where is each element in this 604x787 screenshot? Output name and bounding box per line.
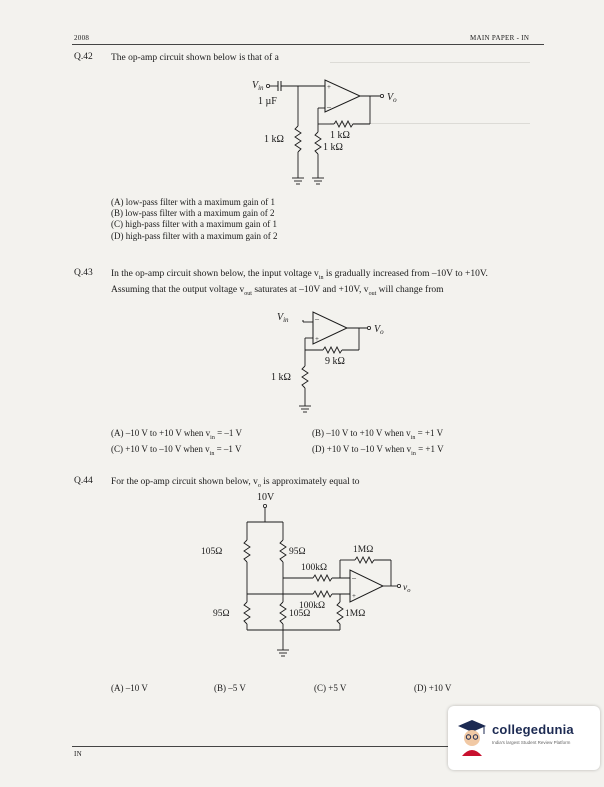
q44-r-bot-right [337, 602, 343, 624]
q43-vin-label: $V_{in}$ [277, 312, 289, 324]
q44-r-top-left-label: 105Ω [201, 547, 223, 557]
svg-text:–: – [315, 314, 319, 323]
watermark-logo [448, 706, 600, 770]
q42-cap-label: 1 µF [258, 96, 277, 107]
q42-option-b[interactable]: (B) low-pass filter with a maximum gain of 2 [111, 208, 275, 219]
svg-text:+: + [327, 83, 331, 91]
q43-r-feedback-label: 9 kΩ [325, 356, 345, 367]
q44-r-bot-left [244, 602, 250, 624]
q43-options-left [111, 428, 242, 460]
q42-text: The op-amp circuit shown below is that of a [111, 53, 279, 63]
watermark-tagline: India's largest Student Review Platform [492, 740, 571, 745]
q44-r-mid-upper [313, 575, 332, 581]
svg-text:+: + [315, 335, 319, 343]
q42-r-ground-label: 1 kΩ [264, 134, 284, 145]
q44-r-bot-mid-label: 105Ω [289, 609, 311, 619]
q42-r-feedback [334, 121, 353, 127]
footer-code: IN [74, 750, 82, 758]
q44-supply-label: 10V [257, 492, 275, 503]
q43-r-feedback [323, 347, 342, 353]
q42-options [111, 197, 277, 242]
q42-r-ground [295, 126, 301, 152]
q43-output-terminal [367, 326, 370, 329]
svg-text:+: + [352, 592, 356, 600]
q42-vout-label: $V_o$ [387, 92, 397, 104]
q42-option-d[interactable]: (D) high-pass filter with a maximum gain of 2 [111, 230, 278, 241]
svg-text:–: – [352, 573, 356, 582]
svg-text:–: – [327, 102, 331, 111]
q42-r-feedback-label: 1 kΩ [330, 130, 350, 141]
q44-option-b[interactable]: (B) –5 V [214, 683, 246, 693]
q43-r-ground [302, 366, 308, 388]
q43-vout-label: $V_o$ [374, 324, 384, 336]
q44-r-top-right-label: 1MΩ [353, 545, 374, 555]
q44-r-top-mid [280, 540, 286, 562]
q43-option-a[interactable]: (A) –10 V to +10 V when $v_{in} = -1$ V [111, 428, 243, 441]
q43-circuit-diagram [265, 308, 405, 420]
q44-r-top-mid-label: 95Ω [289, 547, 306, 557]
q44-option-c[interactable]: (C) +5 V [314, 683, 347, 693]
header-paper: MAIN PAPER - IN [470, 34, 530, 42]
student-mascot-icon [456, 718, 488, 758]
q42-option-a[interactable]: (A) low-pass filter with a maximum gain of 1 [111, 197, 275, 207]
q44-output-terminal [397, 584, 400, 587]
q44-r-bot-mid [280, 602, 286, 624]
q44-option-a[interactable]: (A) –10 V [111, 683, 148, 693]
q42-option-c[interactable]: (C) high-pass filter with a maximum gain of 1 [111, 219, 277, 230]
q43-number: Q.43 [74, 268, 93, 278]
q44-r-mid-lower [313, 591, 332, 597]
q42-number: Q.42 [74, 52, 93, 62]
q44-r-bot-left-label: 95Ω [213, 609, 230, 619]
q44-r-top-left [244, 540, 250, 562]
q44-vout-label: $v_o$ [403, 583, 411, 594]
q44-r-top-right [355, 557, 374, 563]
q43-option-d[interactable]: (D) +10 V to –10 V when $v_{in} = +1$ V [312, 444, 444, 457]
q43-r-ground-label: 1 kΩ [271, 372, 291, 383]
q44-r-mid-upper-label: 100kΩ [301, 563, 328, 573]
q44-option-d[interactable]: (D) +10 V [414, 683, 452, 693]
header-year: 2008 [74, 34, 90, 42]
q44-supply-terminal [263, 504, 266, 507]
q42-r-bottom-label: 1 kΩ [323, 142, 343, 153]
q43-text: In the op-amp circuit shown below, the input voltage $v_{in}$ is gradually increased from –10V to +10V. Assuming that the output voltage $v_{out}$ saturates at –10V and +10V, $v_{out}$ will change from [111, 269, 488, 297]
q44-circuit-diagram [195, 490, 425, 668]
header-rule [72, 44, 544, 45]
q42-output-terminal [380, 94, 383, 97]
q43-options-right [312, 428, 444, 460]
q44-number: Q.44 [74, 476, 93, 486]
watermark-name: collegedunia [492, 722, 574, 737]
q44-text: For the op-amp circuit shown below, $v_o$ is approximately equal to [111, 477, 360, 489]
q42-r-bottom [315, 132, 321, 154]
q42-input-terminal [266, 84, 269, 87]
q44-r-bot-right-label: 1MΩ [345, 609, 366, 619]
q43-option-c[interactable]: (C) +10 V to –10 V when $v_{in} = -1$ V [111, 444, 242, 457]
q43-option-b[interactable]: (B) –10 V to +10 V when $v_{in} = +1$ V [312, 428, 444, 441]
q44-r-mid-lower-label: 100kΩ [299, 601, 326, 611]
q42-circuit-diagram [230, 72, 400, 192]
q42-vin-label: $V_{in}$ [252, 80, 264, 92]
